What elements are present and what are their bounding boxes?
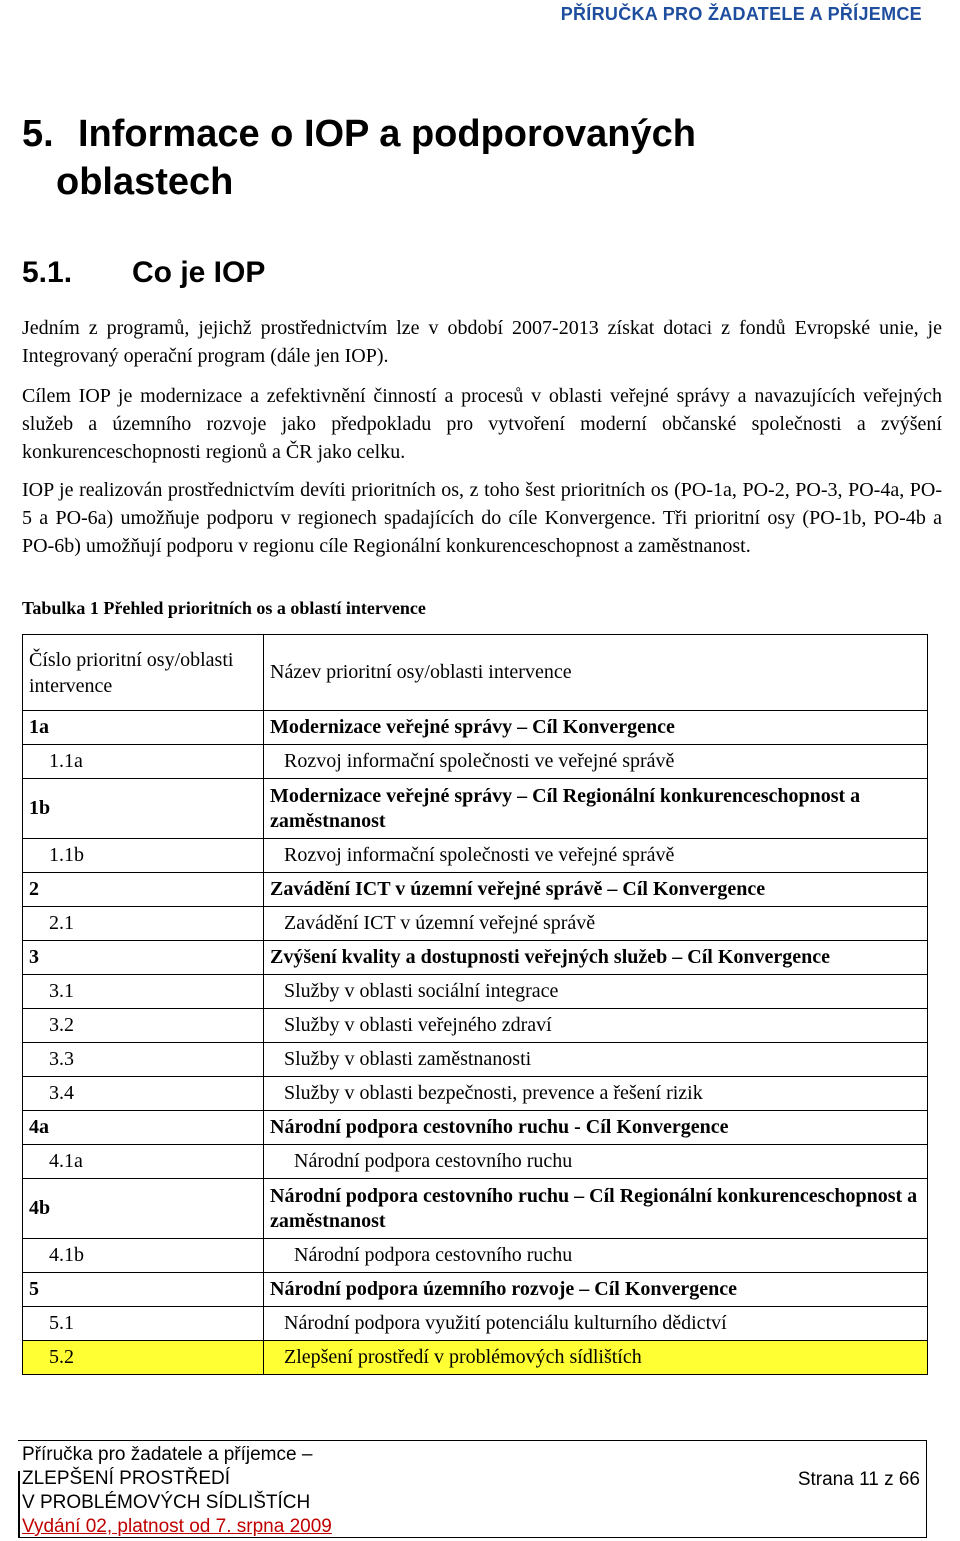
table-row [23,745,928,779]
row-number-cell: 1.1b [23,839,264,873]
table-row [23,1077,928,1111]
footer-document-info [22,1443,332,1539]
table-row [23,839,928,873]
section-heading [22,110,922,206]
table-row [23,779,928,839]
document-header-title: PŘÍRUČKA PRO ŽADATELE A PŘÍJEMCE [560,4,922,24]
paragraph-goal: Cílem IOP je modernizace a zefektivnění činností a procesů v oblasti veřejné správy a navazujících veřejných služeb a územního rozvoje jako předpokladu pro vytvoření moderní občanské společnosti a zvýšení konkurenceschopnosti regionů a ČR jako celku. [22,385,942,463]
table-row [23,873,928,907]
subsection-heading [22,254,265,292]
row-number-cell: 5.1 [23,1307,264,1341]
row-name-cell: Národní podpora územního rozvoje – Cíl Konvergence [264,1273,928,1307]
row-name-cell: Národní podpora cestovního ruchu – Cíl Regionální konkurenceschopnost a zaměstnanost [264,1179,928,1239]
row-name-cell: Zavádění ICT v územní veřejné správě [264,907,928,941]
footer-divider [18,1471,20,1537]
column-header-name: Název prioritní osy/oblasti intervence [264,635,928,711]
priority-axes-table [22,634,928,1375]
paragraph-intro: Jedním z programů, jejichž prostřednictvím lze v období 2007-2013 získat dotaci z fondů Evropské unie, je Integrovaný operační program (dále jen IOP). [22,317,942,367]
table-row [23,1239,928,1273]
row-name-cell: Zvýšení kvality a dostupnosti veřejných služeb – Cíl Konvergence [264,941,928,975]
row-name-cell: Zavádění ICT v územní veřejné správě – Cíl Konvergence [264,873,928,907]
row-name-cell: Rozvoj informační společnosti ve veřejné správě [264,745,928,779]
row-name-cell: Zlepšení prostředí v problémových sídlištích [264,1341,928,1375]
subsection-number: 5.1. [22,256,73,289]
row-name-cell: Modernizace veřejné správy – Cíl Konvergence [264,711,928,745]
row-number-cell: 2 [23,873,264,907]
section-number: 5. [22,113,54,155]
table-caption: Tabulka 1 Přehled prioritních os a oblastí intervence [22,598,426,618]
footer-line3: V PROBLÉMOVÝCH SÍDLIŠTÍCH [22,1492,311,1513]
row-number-cell: 3 [23,941,264,975]
row-name-cell: Národní podpora využití potenciálu kulturního dědictví [264,1307,928,1341]
row-number-cell: 1b [23,779,264,839]
page-number: Strana 11 z 66 [797,1469,920,1490]
page-footer [18,1440,927,1538]
row-number-cell: 5 [23,1273,264,1307]
row-number-cell: 4a [23,1111,264,1145]
row-name-cell: Národní podpora cestovního ruchu [264,1239,928,1273]
column-header-number: Číslo prioritní osy/oblasti intervence [23,635,264,711]
row-name-cell: Služby v oblasti sociální integrace [264,975,928,1009]
row-number-cell: 2.1 [23,907,264,941]
row-number-cell: 3.1 [23,975,264,1009]
table-row [23,1179,928,1239]
row-name-cell: Národní podpora cestovního ruchu [264,1145,928,1179]
row-number-cell: 4.1a [23,1145,264,1179]
paragraph-axes: IOP je realizován prostřednictvím devíti prioritních os, z toho šest prioritních os (PO-1a, PO-2, PO-3, PO-4a, PO-5 a PO-6a) umožňuje podporu v regionech spadajících do cíle Konvergence. Tři prioritní osy (PO-1b, PO-4b a PO-6b) umožňují podporu v regionu cíle Regionální konkurenceschopnost a zaměstnanost. [22,479,942,557]
table-row [23,941,928,975]
row-name-cell: Rozvoj informační společnosti ve veřejné správě [264,839,928,873]
section-title-line1: Informace o IOP a podporovaných [78,113,696,155]
row-number-cell: 1.1a [23,745,264,779]
section-title-line2: oblastech [56,161,234,203]
row-name-cell: Služby v oblasti veřejného zdraví [264,1009,928,1043]
subsection-title: Co je IOP [132,256,266,289]
row-number-cell: 3.3 [23,1043,264,1077]
table-row [23,975,928,1009]
row-number-cell: 1a [23,711,264,745]
footer-line2: ZLEPŠENÍ PROSTŘEDÍ [22,1468,230,1489]
table-row [23,1145,928,1179]
table-row [23,1307,928,1341]
footer-edition: Vydání 02, platnost od 7. srpna 2009 [22,1516,332,1537]
row-number-cell: 3.2 [23,1009,264,1043]
table-row [23,1273,928,1307]
row-name-cell: Modernizace veřejné správy – Cíl Regionální konkurenceschopnost a zaměstnanost [264,779,928,839]
row-name-cell: Národní podpora cestovního ruchu - Cíl Konvergence [264,1111,928,1145]
row-name-cell: Služby v oblasti bezpečnosti, prevence a řešení rizik [264,1077,928,1111]
row-number-cell: 5.2 [23,1341,264,1375]
row-number-cell: 4.1b [23,1239,264,1273]
table-row [23,1111,928,1145]
table-row [23,1043,928,1077]
row-number-cell: 4b [23,1179,264,1239]
row-name-cell: Služby v oblasti zaměstnanosti [264,1043,928,1077]
row-number-cell: 3.4 [23,1077,264,1111]
table-row [23,1341,928,1375]
table-row [23,1009,928,1043]
table-body [23,711,928,1375]
table-row [23,711,928,745]
table-header-row [23,635,928,711]
footer-line1: Příručka pro žadatele a příjemce – [22,1444,313,1465]
table-row [23,907,928,941]
